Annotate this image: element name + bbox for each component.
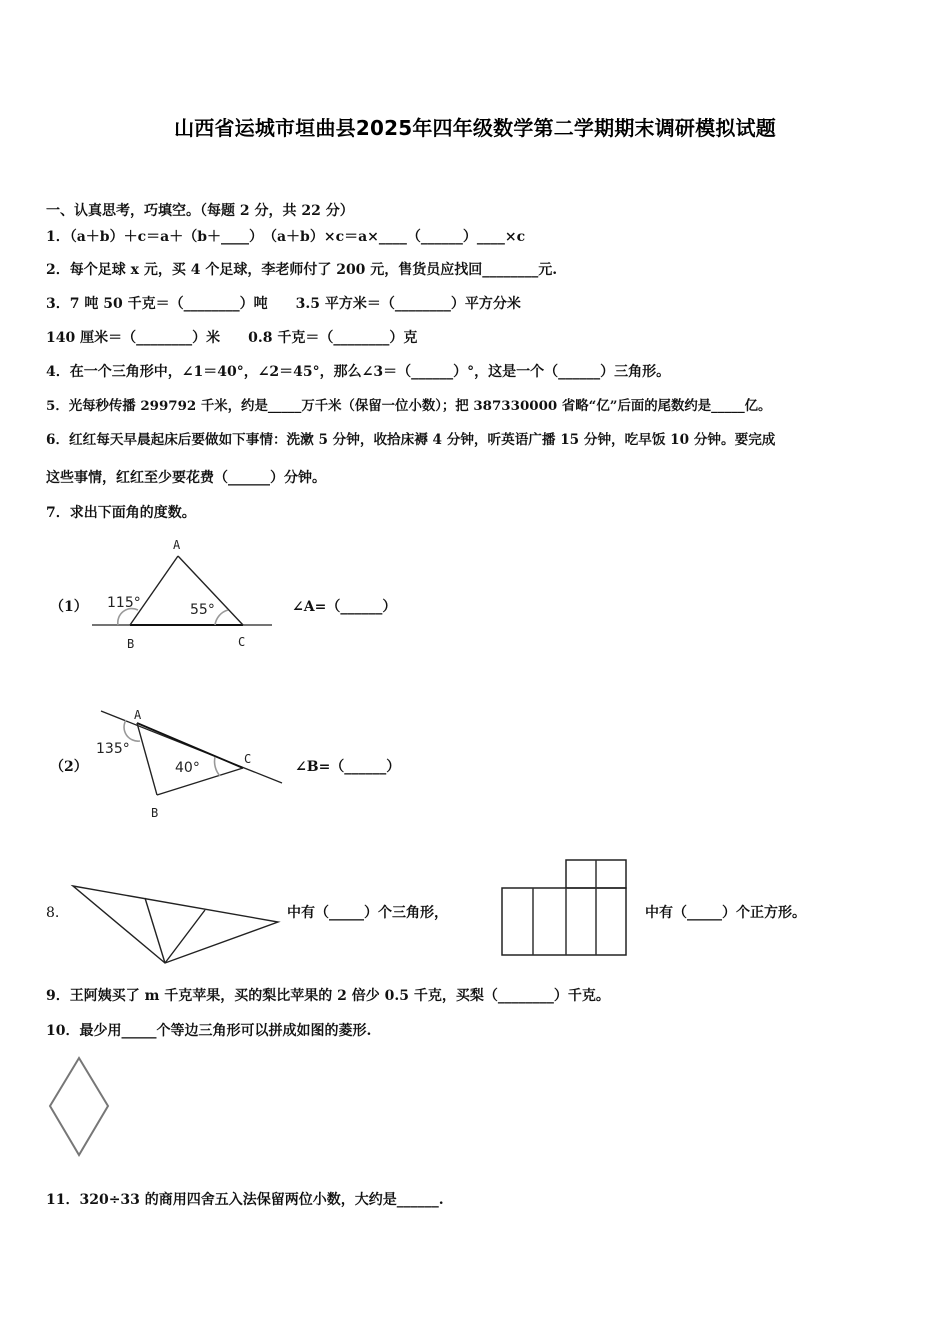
vertex-a-label: A — [134, 708, 142, 722]
page-title: 山西省运城市垣曲县2025年四年级数学第二学期期末调研模拟试题 — [174, 116, 776, 140]
question-6-line-2: 这些事情，红红至少要花费（______）分钟。 — [46, 470, 326, 486]
question-8-number: 8. — [46, 905, 60, 921]
q8-triangles-figure — [70, 880, 285, 970]
vertex-a-label: A — [173, 538, 181, 552]
q7-triangle-figure-2 — [90, 700, 290, 825]
angle-a-value: 135° — [96, 741, 130, 757]
question-3-line-2: 140 厘米＝（________）米 0.8 千克＝（________）克 — [46, 330, 418, 346]
q8-triangles-question: 中有（_____）个三角形， — [287, 905, 448, 921]
question-2: 2．每个足球 x 元，买 4 个足球，李老师付了 200 元，售货员应找回________元. — [46, 262, 558, 278]
vertex-b-label: B — [151, 806, 159, 820]
vertex-b-label: B — [127, 637, 135, 651]
q8-squares-question: 中有（_____）个正方形。 — [645, 905, 806, 921]
question-3-line-1: 3．7 吨 50 千克＝（________）吨 3.5 平方米＝（________）平方分米 — [46, 296, 521, 312]
question-5: 5．光每秒传播 299792 千米，约是_____万千米（保留一位小数）；把 387330000 省略“亿”后面的尾数约是_____亿。 — [46, 398, 772, 414]
question-4: 4．在一个三角形中，∠1＝40°，∠2＝45°，那么∠3＝（______）°，这是一个（______）三角形。 — [46, 364, 671, 380]
vertex-c-label: C — [244, 752, 252, 766]
question-1: 1．（a＋b）＋c＝a＋（b＋____） （a＋b）×c＝a×____（______）____×c — [46, 229, 526, 245]
angle-c-value: 55° — [190, 602, 215, 618]
q10-rhombus-figure — [46, 1055, 112, 1159]
q7-part1-label: （1） — [50, 599, 88, 615]
q7-part2-answer: ∠B=（______） — [295, 759, 401, 775]
angle-c-value: 40° — [175, 760, 200, 776]
question-7: 7．求出下面角的度数。 — [46, 505, 196, 521]
question-9: 9．王阿姨买了 m 千克苹果，买的梨比苹果的 2 倍少 0.5 千克，买梨（________）千克。 — [46, 988, 610, 1004]
section-header: 一、认真思考，巧填空。（每题 2 分，共 22 分） — [46, 203, 354, 219]
question-11: 11．320÷33 的商用四舍五入法保留两位小数，大约是______. — [46, 1192, 444, 1208]
question-6-line-1: 6．红红每天早晨起床后要做如下事情：洗漱 5 分钟，收拾床褥 4 分钟，听英语广播 15 分钟，吃早饭 10 分钟。要完成 — [46, 432, 776, 448]
q7-triangle-figure-1 — [80, 530, 280, 655]
q7-part2-label: （2） — [50, 759, 88, 775]
q7-part1-answer: ∠A=（______） — [292, 599, 397, 615]
vertex-c-label: C — [238, 635, 246, 649]
q8-squares-figure — [498, 856, 633, 961]
question-10: 10．最少用_____个等边三角形可以拼成如图的菱形. — [46, 1023, 372, 1039]
angle-b-value: 115° — [107, 595, 141, 611]
